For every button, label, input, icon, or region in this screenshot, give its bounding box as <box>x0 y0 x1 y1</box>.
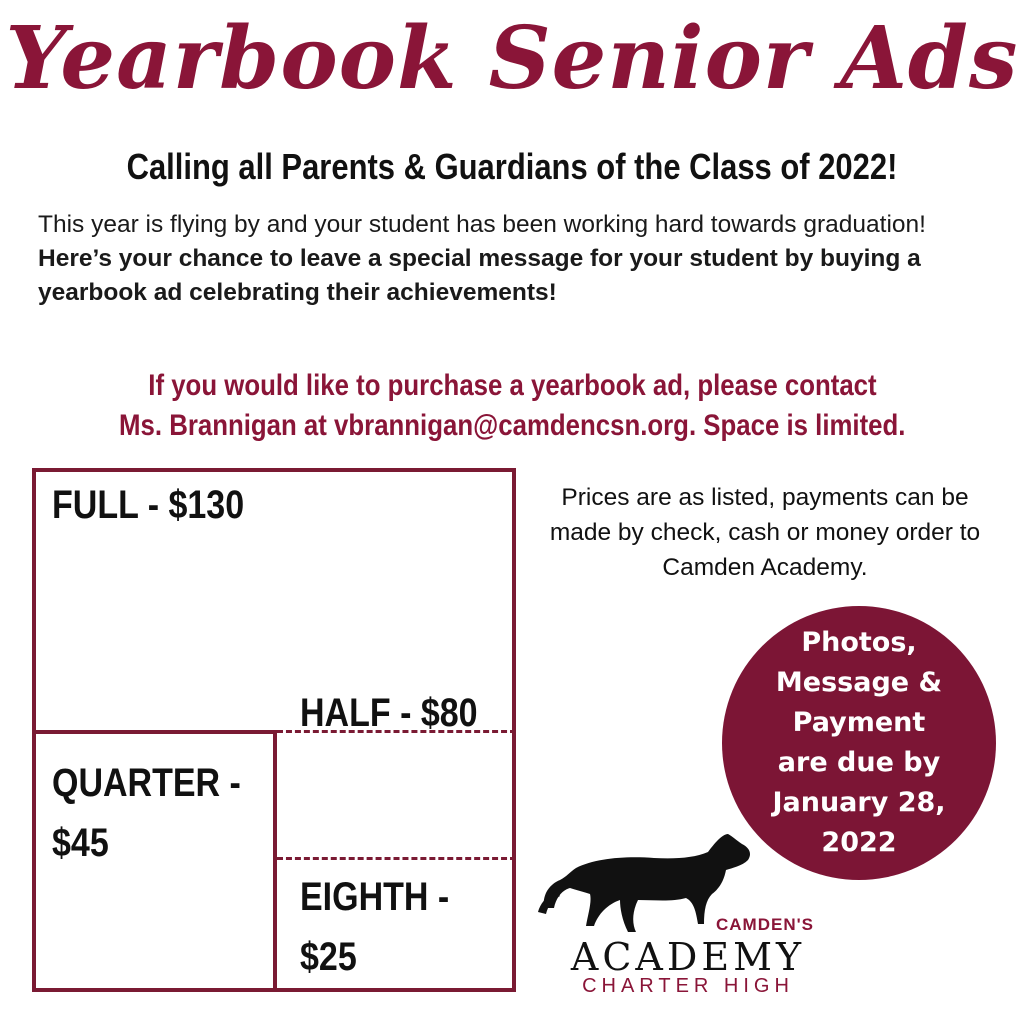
logo-main-text: ACADEMY <box>570 935 806 979</box>
due-line-5: January 28, <box>772 787 946 818</box>
due-line-1: Photos, <box>801 627 917 658</box>
page-title: Yearbook Senior Ads <box>5 8 1019 109</box>
logo-top-text: CAMDEN'S <box>716 915 814 934</box>
due-line-3: Payment <box>792 707 926 738</box>
intro-bold-text: Here’s your chance to leave a special message for your student by buying a yearbook ad celebrating their achievements! <box>38 245 921 306</box>
logo-bottom-text: CHARTER HIGH <box>582 975 794 997</box>
intro-paragraph <box>38 208 998 310</box>
full-price-label: FULL - $130 <box>52 483 245 527</box>
contact-line-1: If you would like to purchase a yearbook ad, please contact <box>147 369 877 402</box>
intro-plain-text: This year is flying by and your student has been working hard towards graduation! <box>38 211 926 238</box>
contact-info <box>0 366 1024 446</box>
payment-note: Prices are as listed, payments can be made by check, cash or money order to Camden Academy. <box>549 484 981 581</box>
contact-line-2: Ms. Brannigan at vbrannigan@camdencsn.org. Space is limited. <box>118 409 906 442</box>
due-line-2: Message & <box>775 667 943 698</box>
due-line-6: 2022 <box>821 827 897 858</box>
eighth-price-label-line2: $25 <box>300 935 357 979</box>
quarter-price-label-line1: QUARTER - <box>52 761 241 805</box>
eighth-price-label-line1: EIGHTH - <box>300 875 450 919</box>
eighth-divider <box>277 857 516 860</box>
quarter-price-label-line2: $45 <box>52 821 109 865</box>
headline: Calling all Parents & Guardians of the Class of 2022! <box>126 146 898 187</box>
half-price-label: HALF - $80 <box>300 691 478 735</box>
due-line-4: are due by <box>777 747 941 778</box>
